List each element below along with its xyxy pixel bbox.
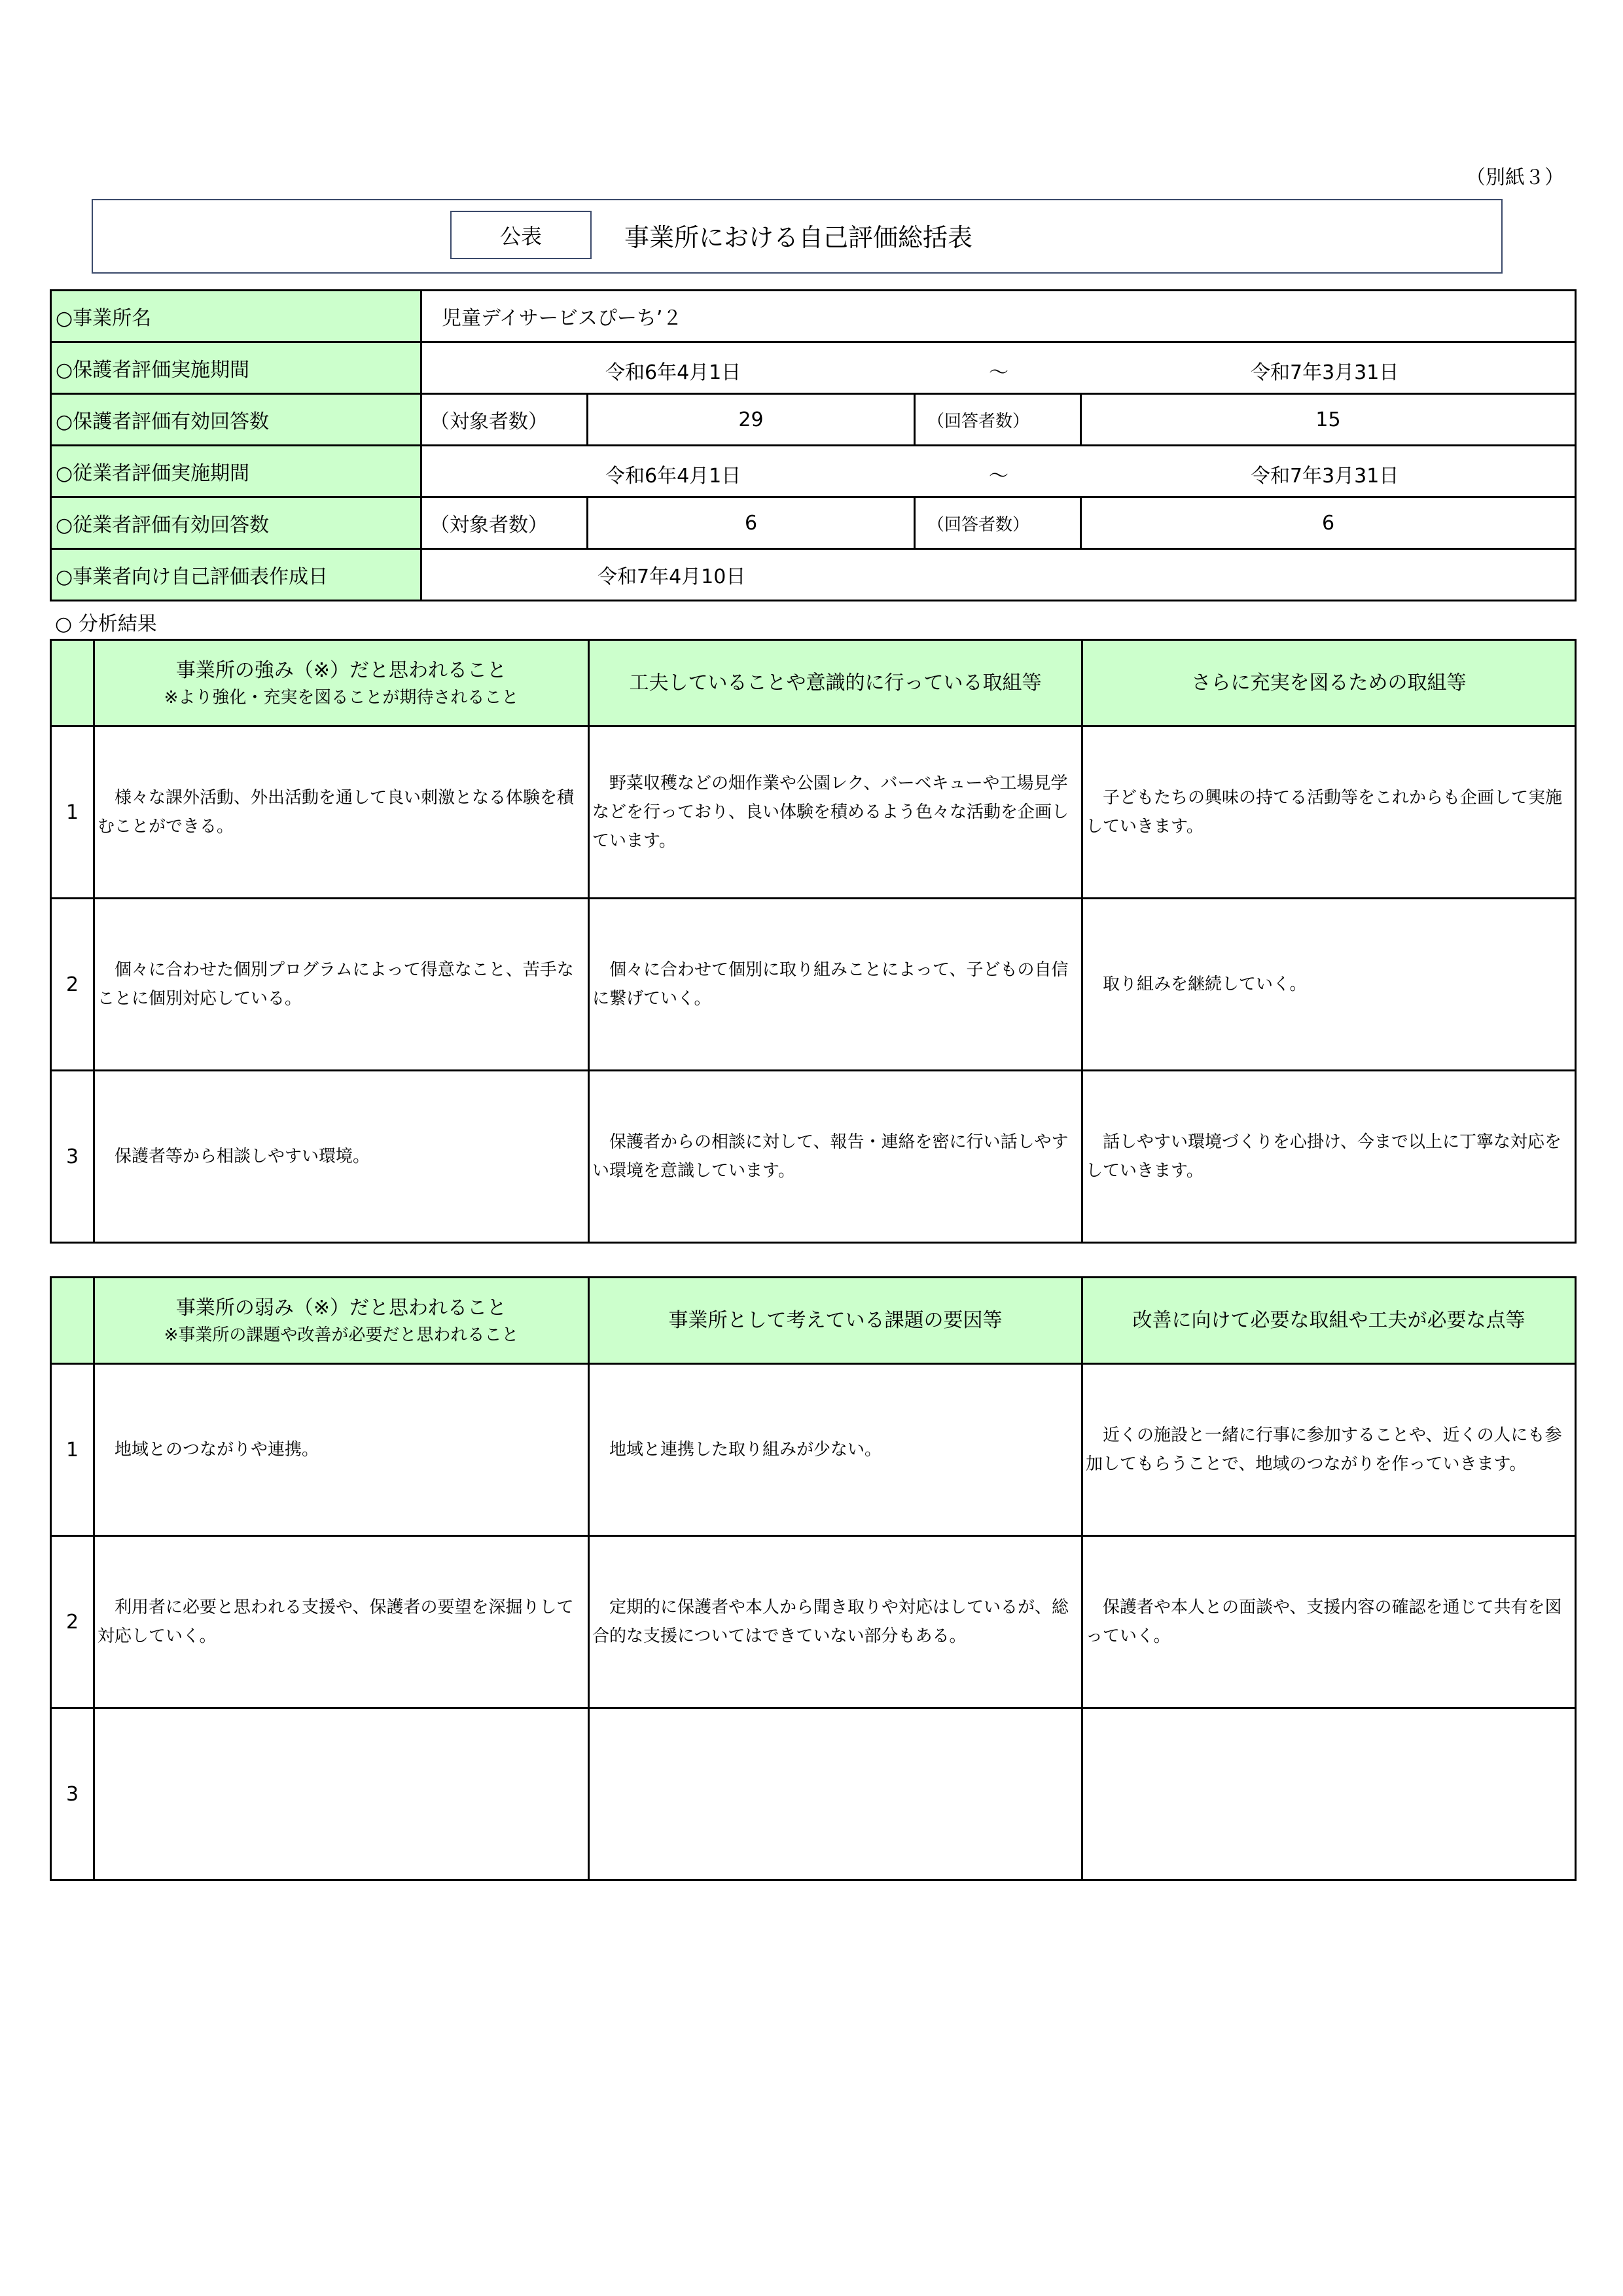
staff-answer-label: （回答者数） [915, 497, 1081, 549]
guardian-answer-count: 15 [1081, 394, 1576, 446]
strengths-col1-title: 事業所の強み（※）だと思われること [175, 658, 507, 682]
table-row [51, 1364, 1576, 1536]
guardian-target-count: 29 [588, 394, 915, 446]
strengths-table [50, 639, 1577, 1244]
strength-text: 様々な課外活動、外出活動を通して良い刺激となる体験を積むことができる。 [94, 726, 589, 899]
guardian-period-separator: ～ [989, 361, 1008, 384]
annex-label: （別紙３） [1466, 166, 1564, 189]
guardian-period-label: ○保護者評価実施期間 [51, 342, 421, 394]
table-row [51, 1071, 1576, 1243]
staff-responses-row [51, 497, 1576, 549]
enhancement-text: 話しやすい環境づくりを心掛け、今まで以上に丁寧な対応をしていきます。 [1082, 1071, 1576, 1243]
weaknesses-col1-title: 事業所の弱み（※）だと思われること [175, 1296, 507, 1319]
effort-text: 野菜収穫などの畑作業や公園レク、バーベキューや工場見学などを行っており、良い体験を積めるよう色々な活動を企画しています。 [589, 726, 1082, 899]
weaknesses-table [50, 1276, 1577, 1881]
table-row [51, 899, 1576, 1071]
strength-text: 個々に合わせた個別プログラムによって得意なこと、苦手なことに個別対応している。 [94, 899, 589, 1071]
effort-text: 個々に合わせて個別に取り組みことによって、子どもの自信に繋げていく。 [589, 899, 1082, 1071]
strengths-col1-subtitle: ※より強化・充実を図ることが期待されること [164, 687, 519, 708]
facility-name: 児童デイサービスぴーち’２ [421, 291, 1576, 342]
improvement-text: 保護者や本人との面談や、支援内容の確認を通じて共有を図っていく。 [1082, 1536, 1576, 1708]
strengths-col2-header: 工夫していることや意識的に行っている取組等 [589, 640, 1082, 726]
table-row [51, 1708, 1576, 1880]
row-number: 2 [51, 899, 94, 1071]
staff-responses-label: ○従業者評価有効回答数 [51, 497, 421, 549]
strengths-col3-header: さらに充実を図るための取組等 [1082, 640, 1576, 726]
weaknesses-col1-header [94, 1278, 589, 1364]
effort-text: 保護者からの相談に対して、報告・連絡を密に行い話しやすい環境を意識しています。 [589, 1071, 1082, 1243]
enhancement-text: 取り組みを継続していく。 [1082, 899, 1576, 1071]
created-date-label: ○事業者向け自己評価表作成日 [51, 549, 421, 601]
staff-period-end: 令和7年3月31日 [1251, 464, 1399, 488]
improvement-text [1082, 1708, 1576, 1880]
public-badge: 公表 [450, 211, 592, 259]
guardian-responses-label: ○保護者評価有効回答数 [51, 394, 421, 446]
staff-target-label: （対象者数） [421, 497, 588, 549]
guardian-responses-row [51, 394, 1576, 446]
staff-period-label: ○従業者評価実施期間 [51, 446, 421, 497]
weakness-text [94, 1708, 589, 1880]
staff-answer-count: 6 [1081, 497, 1576, 549]
guardian-period-end: 令和7年3月31日 [1251, 361, 1399, 384]
guardian-answer-label: （回答者数） [915, 394, 1081, 446]
cause-text: 定期的に保護者や本人から聞き取りや対応はしているが、総合的な支援についてはできていない部分もある。 [589, 1536, 1082, 1708]
facility-info-table [50, 289, 1577, 601]
facility-name-label: ○事業所名 [51, 291, 421, 342]
table-row [51, 726, 1576, 899]
enhancement-text: 子どもたちの興味の持てる活動等をこれからも企画して実施していきます。 [1082, 726, 1576, 899]
improvement-text: 近くの施設と一緒に行事に参加することや、近くの人にも参加してもらうことで、地域のつながりを作っていきます。 [1082, 1364, 1576, 1536]
created-date-row [51, 549, 1576, 601]
weakness-text: 利用者に必要と思われる支援や、保護者の要望を深掘りして対応していく。 [94, 1536, 589, 1708]
weakness-text: 地域とのつながりや連携。 [94, 1364, 589, 1536]
strengths-header-row [51, 640, 1576, 726]
page-title: 事業所における自己評価総括表 [624, 223, 973, 252]
weaknesses-col3-header: 改善に向けて必要な取組や工夫が必要な点等 [1082, 1278, 1576, 1364]
row-number: 3 [51, 1071, 94, 1243]
row-number: 1 [51, 1364, 94, 1536]
strength-text: 保護者等から相談しやすい環境。 [94, 1071, 589, 1243]
cause-text [589, 1708, 1082, 1880]
title-box [92, 199, 1503, 274]
guardian-period-start: 令和6年4月1日 [605, 361, 741, 384]
weaknesses-col2-header: 事業所として考えている課題の要因等 [589, 1278, 1082, 1364]
weaknesses-col1-subtitle: ※事業所の課題や改善が必要だと思われること [164, 1325, 519, 1345]
row-number: 2 [51, 1536, 94, 1708]
row-number: 1 [51, 726, 94, 899]
created-date: 令和7年4月10日 [421, 549, 1576, 601]
staff-period-row [51, 446, 1576, 497]
analysis-section-title: ○ 分析結果 [55, 613, 157, 636]
row-number: 3 [51, 1708, 94, 1880]
staff-target-count: 6 [588, 497, 915, 549]
strengths-col1-header [94, 640, 589, 726]
facility-name-row [51, 291, 1576, 342]
weaknesses-header-row [51, 1278, 1576, 1364]
staff-period-start: 令和6年4月1日 [605, 464, 741, 488]
guardian-target-label: （対象者数） [421, 394, 588, 446]
cause-text: 地域と連携した取り組みが少ない。 [589, 1364, 1082, 1536]
guardian-period-row [51, 342, 1576, 394]
staff-period-separator: ～ [989, 464, 1008, 488]
table-row [51, 1536, 1576, 1708]
